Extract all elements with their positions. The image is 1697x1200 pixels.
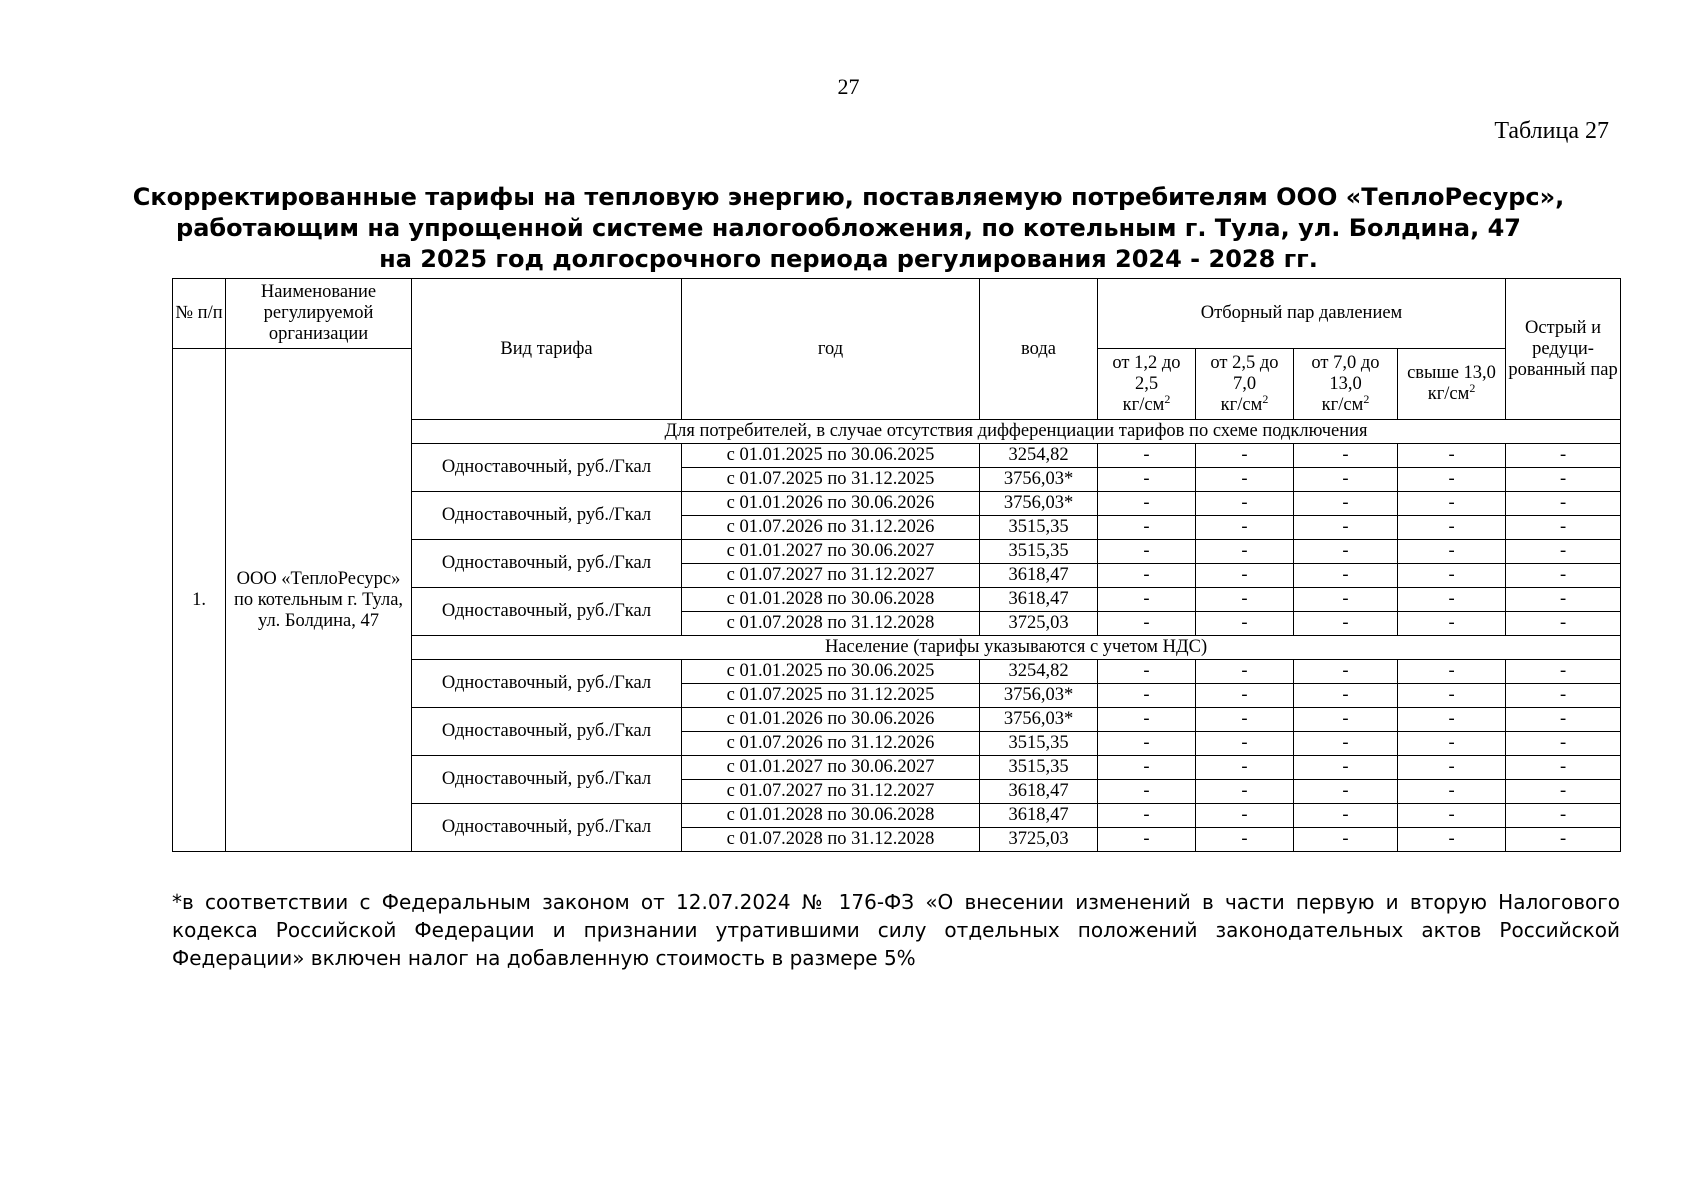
steam-2-value-cell: - <box>1196 828 1294 852</box>
steam-2-value-cell: - <box>1196 540 1294 564</box>
header-steam-4-range: свыше 13,0 <box>1407 363 1496 383</box>
steam-1-value-cell: - <box>1098 612 1196 636</box>
water-value-cell: 3515,35 <box>980 732 1098 756</box>
steam-1-value-cell: - <box>1098 780 1196 804</box>
header-steam-1-range: от 1,2 до 2,5 <box>1112 352 1181 394</box>
steam-2-value-cell: - <box>1196 612 1294 636</box>
steam-2-value-cell: - <box>1196 708 1294 732</box>
tariff-type-cell: Одноставочный, руб./Гкал <box>412 804 682 852</box>
sharp-steam-value-cell: - <box>1506 828 1621 852</box>
period-cell: с 01.01.2026 по 30.06.2026 <box>682 708 980 732</box>
sharp-steam-value-cell: - <box>1506 804 1621 828</box>
steam-4-value-cell: - <box>1398 708 1506 732</box>
water-value-cell: 3756,03* <box>980 684 1098 708</box>
steam-2-value-cell: - <box>1196 804 1294 828</box>
tariff-type-cell: Одноставочный, руб./Гкал <box>412 540 682 588</box>
steam-2-value-cell: - <box>1196 780 1294 804</box>
steam-3-value-cell: - <box>1294 540 1398 564</box>
steam-3-value-cell: - <box>1294 468 1398 492</box>
steam-2-value-cell: - <box>1196 756 1294 780</box>
steam-1-value-cell: - <box>1098 540 1196 564</box>
steam-3-value-cell: - <box>1294 708 1398 732</box>
period-cell: с 01.01.2028 по 30.06.2028 <box>682 804 980 828</box>
header-steam-1 <box>1098 349 1196 420</box>
sharp-steam-value-cell: - <box>1506 612 1621 636</box>
water-value-cell: 3725,03 <box>980 612 1098 636</box>
header-sharp-steam: Острый и редуци-рованный пар <box>1506 279 1621 420</box>
steam-1-value-cell: - <box>1098 708 1196 732</box>
tariff-type-cell: Одноставочный, руб./Гкал <box>412 588 682 636</box>
sharp-steam-value-cell: - <box>1506 492 1621 516</box>
steam-4-value-cell: - <box>1398 780 1506 804</box>
section-title: Для потребителей, в случае отсутствия дифференциации тарифов по схеме подключения <box>412 420 1621 444</box>
steam-3-value-cell: - <box>1294 684 1398 708</box>
sharp-steam-value-cell: - <box>1506 468 1621 492</box>
steam-1-value-cell: - <box>1098 492 1196 516</box>
steam-4-value-cell: - <box>1398 612 1506 636</box>
steam-3-value-cell: - <box>1294 732 1398 756</box>
steam-3-value-cell: - <box>1294 588 1398 612</box>
steam-4-value-cell: - <box>1398 828 1506 852</box>
steam-3-value-cell: - <box>1294 564 1398 588</box>
period-cell: с 01.07.2028 по 31.12.2028 <box>682 612 980 636</box>
water-value-cell: 3618,47 <box>980 564 1098 588</box>
steam-4-value-cell: - <box>1398 804 1506 828</box>
period-cell: с 01.07.2028 по 31.12.2028 <box>682 828 980 852</box>
title-line-3: на 2025 год долгосрочного периода регулирования 2024 - 2028 гг. <box>379 245 1318 273</box>
steam-1-value-cell: - <box>1098 564 1196 588</box>
period-cell: с 01.07.2027 по 31.12.2027 <box>682 780 980 804</box>
steam-3-value-cell: - <box>1294 804 1398 828</box>
header-steam-3 <box>1294 349 1398 420</box>
period-cell: с 01.07.2026 по 31.12.2026 <box>682 516 980 540</box>
period-cell: с 01.01.2028 по 30.06.2028 <box>682 588 980 612</box>
steam-3-value-cell: - <box>1294 660 1398 684</box>
water-value-cell: 3618,47 <box>980 780 1098 804</box>
water-value-cell: 3618,47 <box>980 588 1098 612</box>
steam-2-value-cell: - <box>1196 588 1294 612</box>
header-steam-3-range: от 7,0 до 13,0 <box>1311 352 1380 394</box>
period-cell: с 01.01.2026 по 30.06.2026 <box>682 492 980 516</box>
steam-1-value-cell: - <box>1098 588 1196 612</box>
tariff-type-cell: Одноставочный, руб./Гкал <box>412 492 682 540</box>
sharp-steam-value-cell: - <box>1506 564 1621 588</box>
sharp-steam-value-cell: - <box>1506 732 1621 756</box>
water-value-cell: 3725,03 <box>980 828 1098 852</box>
title-line-2: работающим на упрощенной системе налогообложения, по котельным г. Тула, ул. Болдина, 47 <box>176 214 1521 242</box>
steam-1-value-cell: - <box>1098 828 1196 852</box>
steam-4-value-cell: - <box>1398 444 1506 468</box>
steam-1-value-cell: - <box>1098 660 1196 684</box>
steam-4-value-cell: - <box>1398 684 1506 708</box>
water-value-cell: 3515,35 <box>980 756 1098 780</box>
steam-4-value-cell: - <box>1398 564 1506 588</box>
steam-1-value-cell: - <box>1098 756 1196 780</box>
steam-2-value-cell: - <box>1196 684 1294 708</box>
steam-3-value-cell: - <box>1294 444 1398 468</box>
steam-1-value-cell: - <box>1098 732 1196 756</box>
period-cell: с 01.01.2027 по 30.06.2027 <box>682 540 980 564</box>
table-title <box>120 182 1577 275</box>
steam-3-value-cell: - <box>1294 516 1398 540</box>
table-label: Таблица 27 <box>1494 118 1609 144</box>
header-steam-4 <box>1398 349 1506 420</box>
unit-label: кг/см <box>1122 394 1165 415</box>
unit-exponent: 2 <box>1262 391 1269 406</box>
steam-3-value-cell: - <box>1294 780 1398 804</box>
header-water: вода <box>980 279 1098 420</box>
water-value-cell: 3515,35 <box>980 516 1098 540</box>
period-cell: с 01.01.2027 по 30.06.2027 <box>682 756 980 780</box>
period-cell: с 01.01.2025 по 30.06.2025 <box>682 444 980 468</box>
steam-3-value-cell: - <box>1294 828 1398 852</box>
steam-1-value-cell: - <box>1098 468 1196 492</box>
steam-4-value-cell: - <box>1398 756 1506 780</box>
steam-2-value-cell: - <box>1196 732 1294 756</box>
steam-2-value-cell: - <box>1196 660 1294 684</box>
steam-4-value-cell: - <box>1398 468 1506 492</box>
steam-1-value-cell: - <box>1098 684 1196 708</box>
water-value-cell: 3515,35 <box>980 540 1098 564</box>
steam-3-value-cell: - <box>1294 612 1398 636</box>
tariff-table <box>172 278 1621 852</box>
sharp-steam-value-cell: - <box>1506 444 1621 468</box>
unit-exponent: 2 <box>1164 391 1171 406</box>
steam-1-value-cell: - <box>1098 516 1196 540</box>
tariff-type-cell: Одноставочный, руб./Гкал <box>412 708 682 756</box>
row-number: 1. <box>173 349 226 852</box>
page-number: 27 <box>837 74 860 99</box>
unit-label: кг/см <box>1427 384 1470 404</box>
tariff-type-cell: Одноставочный, руб./Гкал <box>412 444 682 492</box>
unit-exponent: 2 <box>1469 380 1476 395</box>
header-tariff-type: Вид тарифа <box>412 279 682 420</box>
water-value-cell: 3756,03* <box>980 468 1098 492</box>
header-steam-group: Отборный пар давлением <box>1098 279 1506 349</box>
steam-4-value-cell: - <box>1398 732 1506 756</box>
footnote: *в соответствии с Федеральным законом от 12.07.2024 № 176-ФЗ «О внесении изменений в части первую и вторую Налогового кодекса Российской Федерации и признании утратившими силу отдельных положений законодательных актов Российской Федерации» включен налог на добавленную стоимость в размере 5% <box>172 890 1620 970</box>
steam-2-value-cell: - <box>1196 492 1294 516</box>
header-org: Наименование регулируемой организации <box>226 279 412 349</box>
period-cell: с 01.07.2025 по 31.12.2025 <box>682 684 980 708</box>
steam-3-value-cell: - <box>1294 492 1398 516</box>
period-cell: с 01.07.2026 по 31.12.2026 <box>682 732 980 756</box>
steam-4-value-cell: - <box>1398 492 1506 516</box>
sharp-steam-value-cell: - <box>1506 540 1621 564</box>
steam-4-value-cell: - <box>1398 516 1506 540</box>
header-num: № п/п <box>173 279 226 349</box>
steam-4-value-cell: - <box>1398 660 1506 684</box>
sharp-steam-value-cell: - <box>1506 684 1621 708</box>
period-cell: с 01.01.2025 по 30.06.2025 <box>682 660 980 684</box>
water-value-cell: 3756,03* <box>980 492 1098 516</box>
tariff-type-cell: Одноставочный, руб./Гкал <box>412 756 682 804</box>
sharp-steam-value-cell: - <box>1506 588 1621 612</box>
water-value-cell: 3254,82 <box>980 444 1098 468</box>
header-steam-2-range: от 2,5 до 7,0 <box>1210 352 1279 394</box>
steam-2-value-cell: - <box>1196 516 1294 540</box>
sharp-steam-value-cell: - <box>1506 756 1621 780</box>
period-cell: с 01.07.2025 по 31.12.2025 <box>682 468 980 492</box>
steam-4-value-cell: - <box>1398 540 1506 564</box>
sharp-steam-value-cell: - <box>1506 780 1621 804</box>
sharp-steam-value-cell: - <box>1506 516 1621 540</box>
steam-2-value-cell: - <box>1196 444 1294 468</box>
steam-3-value-cell: - <box>1294 756 1398 780</box>
title-line-1: Скорректированные тарифы на тепловую энергию, поставляемую потребителям ООО «ТеплоРесурс», <box>132 183 1565 211</box>
section-title: Население (тарифы указываются с учетом НДС) <box>412 636 1621 660</box>
steam-1-value-cell: - <box>1098 444 1196 468</box>
steam-4-value-cell: - <box>1398 588 1506 612</box>
steam-1-value-cell: - <box>1098 804 1196 828</box>
water-value-cell: 3618,47 <box>980 804 1098 828</box>
tariff-type-cell: Одноставочный, руб./Гкал <box>412 660 682 708</box>
unit-exponent: 2 <box>1363 391 1370 406</box>
water-value-cell: 3756,03* <box>980 708 1098 732</box>
sharp-steam-value-cell: - <box>1506 660 1621 684</box>
unit-label: кг/см <box>1321 394 1364 415</box>
header-steam-2 <box>1196 349 1294 420</box>
steam-2-value-cell: - <box>1196 564 1294 588</box>
unit-label: кг/см <box>1220 394 1263 415</box>
steam-2-value-cell: - <box>1196 468 1294 492</box>
header-year: год <box>682 279 980 420</box>
period-cell: с 01.07.2027 по 31.12.2027 <box>682 564 980 588</box>
organization-name: ООО «ТеплоРесурс» по котельным г. Тула, ул. Болдина, 47 <box>226 349 412 852</box>
sharp-steam-value-cell: - <box>1506 708 1621 732</box>
water-value-cell: 3254,82 <box>980 660 1098 684</box>
